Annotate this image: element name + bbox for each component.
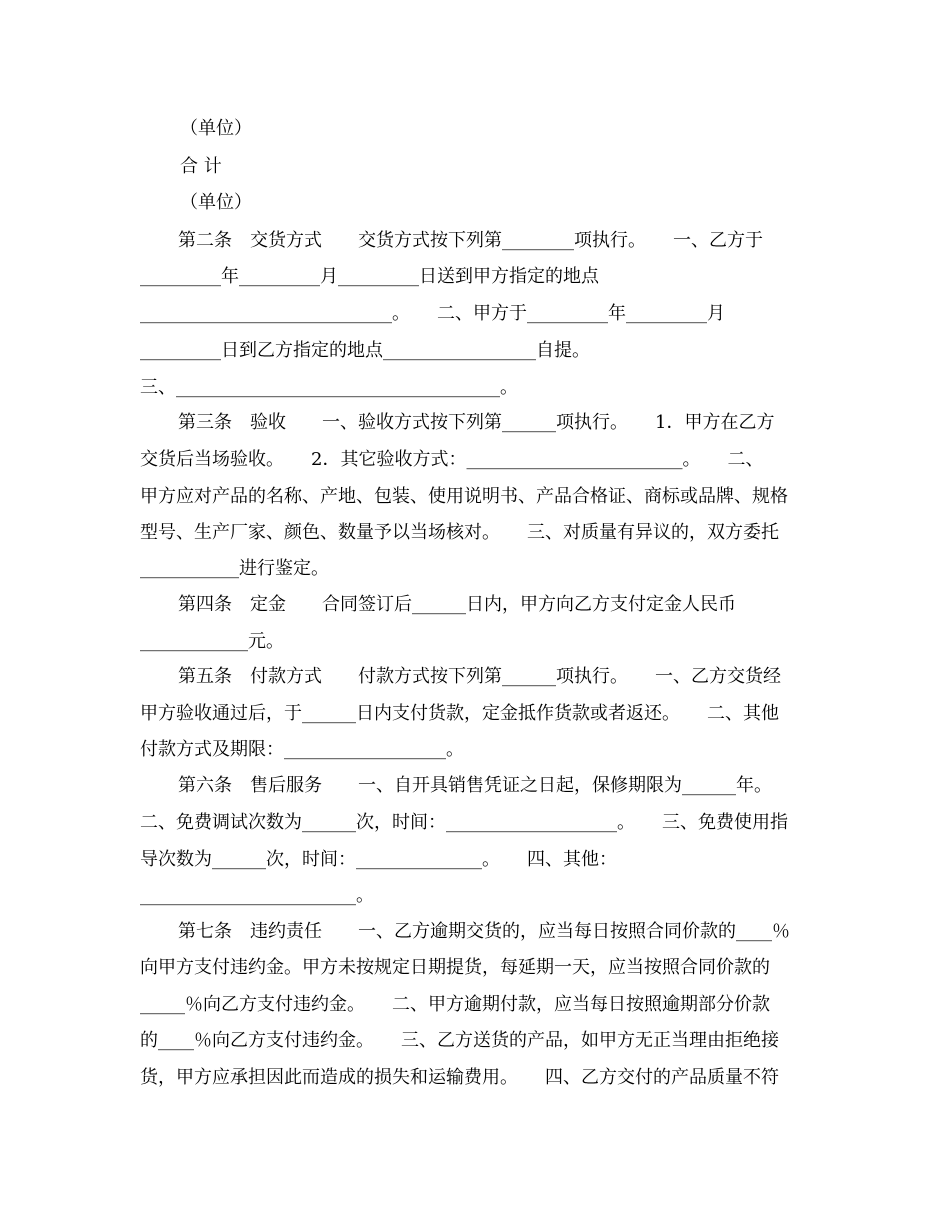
article-7-line-3: _____％向乙方支付违约金。 二、甲方逾期付款，应当每日按照逾期部分价款 — [140, 994, 770, 1015]
article-7-line-5: 货，甲方应承担因此而造成的损失和运输费用。 四、乙方交付的产品质量不符 — [140, 1067, 779, 1088]
article-6-line-4: ________________________。 — [140, 885, 374, 906]
total-label: 合 计 — [180, 156, 222, 177]
article-3-line-2: 交货后当场验收。 2．其它验收方式：________________________。 二、 — [140, 449, 764, 470]
unit-label-1: （单位） — [180, 118, 252, 139]
article-3-line-4: 型号、生产厂家、颜色、数量予以当场核对。 三、对质量有异议的，双方委托 — [140, 522, 779, 543]
article-2-line-4: _________日到乙方指定的地点_________________自提。 — [140, 340, 590, 361]
article-2-line-1: 第二条 交货方式 交货方式按下列第________项执行。 一、乙方于 — [178, 230, 763, 251]
article-5-line-3: 付款方式及期限：__________________。 — [140, 739, 464, 760]
article-6-line-1: 第六条 售后服务 一、自开具销售凭证之日起，保修期限为______年。 — [178, 775, 772, 796]
article-5-line-1: 第五条 付款方式 付款方式按下列第______项执行。 一、乙方交货经 — [178, 666, 781, 687]
article-5-line-2: 甲方验收通过后，于______日内支付货款，定金抵作货款或者返还。 二、其他 — [140, 703, 779, 724]
article-6-line-2: 二、免费调试次数为______次，时间：___________________。 三、免费使用指 — [140, 812, 788, 833]
article-4-line-2: ____________元。 — [140, 631, 284, 652]
article-4-line-1: 第四条 定金 合同签订后______日内，甲方向乙方支付定金人民币 — [178, 594, 736, 615]
article-3-line-3: 甲方应对产品的名称、产地、包装、使用说明书、产品合格证、商标或品牌、规格 — [140, 486, 788, 507]
article-7-line-4: 的____％向乙方支付违约金。 三、乙方送货的产品，如甲方无正当理由拒绝接 — [140, 1030, 779, 1051]
article-2-line-3: ____________________________。 二、甲方于_________年_________月 — [140, 303, 725, 324]
article-7-line-2: 向甲方支付违约金。甲方未按规定日期提货，每延期一天，应当按照合同价款的 — [140, 957, 770, 978]
article-2-line-5: 三、____________________________________。 — [140, 377, 518, 398]
article-3-line-1: 第三条 验收 一、验收方式按下列第______项执行。 1．甲方在乙方 — [178, 412, 775, 433]
article-7-line-1: 第七条 违约责任 一、乙方逾期交货的，应当每日按照合同价款的____％ — [178, 921, 790, 942]
article-2-line-2: _________年_________月_________日送到甲方指定的地点 — [140, 266, 599, 287]
article-6-line-3: 导次数为______次，时间：______________。 四、其他： — [140, 849, 617, 870]
article-3-line-5: ___________进行鉴定。 — [140, 558, 329, 579]
unit-label-2: （单位） — [180, 192, 252, 213]
